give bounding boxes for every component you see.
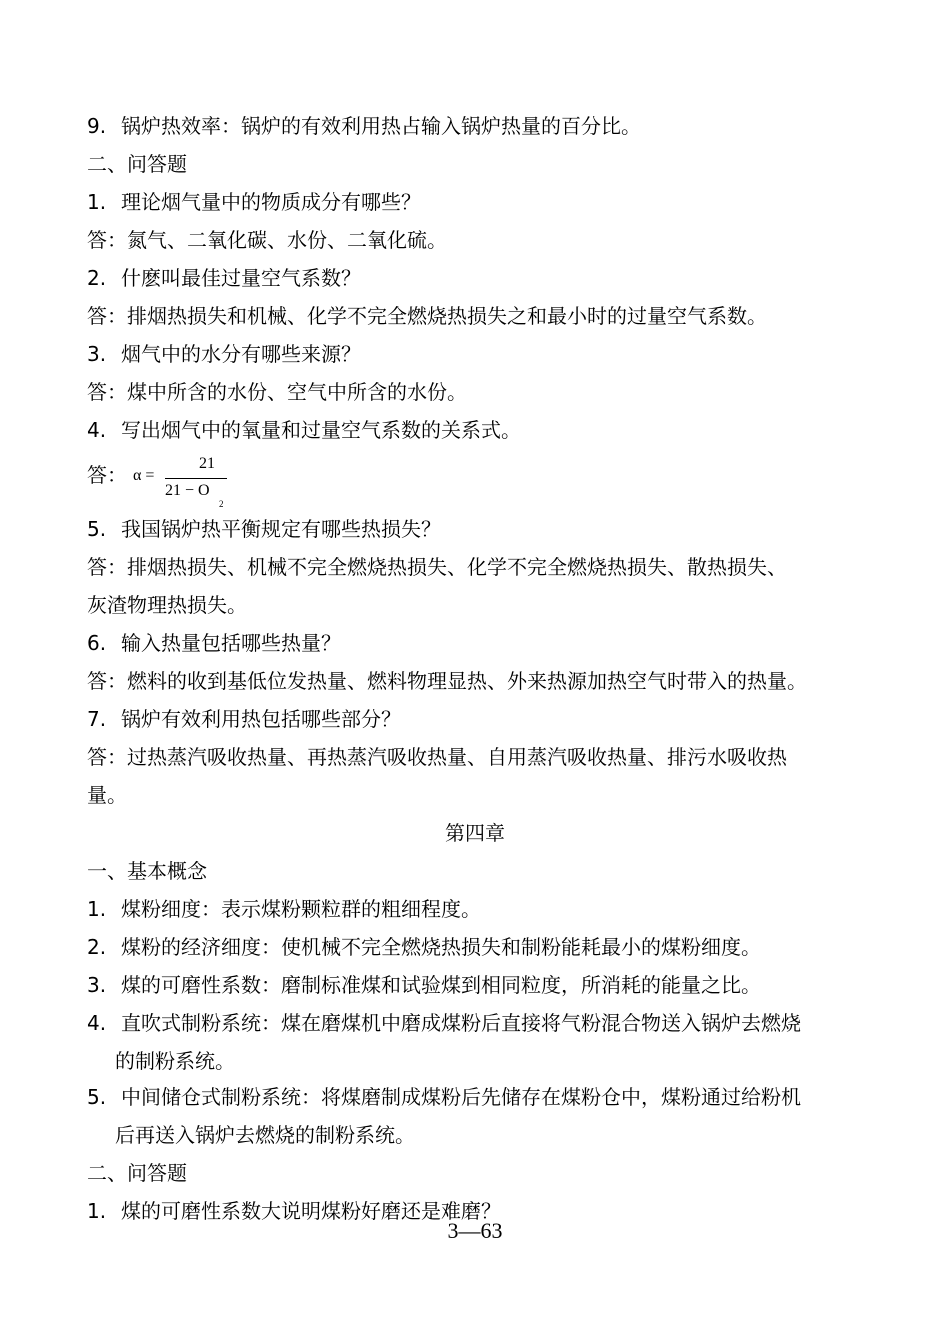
line-text: 理论烟气量中的物质成分有哪些？ [121,190,421,214]
line-text: 烟气中的水分有哪些来源？ [121,342,361,366]
text-line [87,591,247,619]
text-line [87,1009,801,1037]
line-text: 答：煤中所含的水份、空气中所含的水份。 [87,380,467,404]
line-text: 煤的可磨性系数大说明煤粉好磨还是难磨？ [121,1199,501,1223]
text-line [87,1197,501,1225]
text-line [87,226,447,254]
text-line [87,340,361,368]
text-line [87,302,767,330]
line-text: 煤粉的经济细度：使机械不完全燃烧热损失和制粉能耗最小的煤粉细度。 [121,935,761,959]
text-line [87,971,761,999]
text-line [87,933,761,961]
line-text: 二、问答题 [87,152,187,176]
item-number: 2. [87,266,107,290]
line-text: 什麽叫最佳过量空气系数？ [121,266,361,290]
item-number: 1. [87,190,107,214]
line-text: 二、问答题 [87,1161,187,1185]
item-number: 4. [87,418,107,442]
item-number: 4. [87,1011,107,1035]
line-text: 量。 [87,783,127,807]
line-text: 灰渣物理热损失。 [87,593,247,617]
item-number: 9. [87,114,107,138]
line-text: 锅炉热效率：锅炉的有效利用热占输入锅炉热量的百分比。 [121,114,641,138]
line-text: 中间储仓式制粉系统：将煤磨制成煤粉后先储存在煤粉仓中，煤粉通过给粉机 [121,1085,801,1109]
item-number: 1. [87,897,107,921]
line-text: 答：排烟热损失和机械、化学不完全燃烧热损失之和最小时的过量空气系数。 [87,304,767,328]
text-line [87,743,787,771]
text-line [115,1121,415,1149]
line-text: 一、基本概念 [87,859,207,883]
line-text: 我国锅炉热平衡规定有哪些热损失？ [121,517,441,541]
line-text: 煤粉细度：表示煤粉颗粒群的粗细程度。 [121,897,481,921]
line-text: 写出烟气中的氧量和过量空气系数的关系式。 [121,418,521,442]
formula-subscript: 2 [219,499,224,509]
text-line [87,416,521,444]
formula-denominator: 21 − O [165,482,210,499]
item-number: 6. [87,631,107,655]
item-number: 2. [87,935,107,959]
formula-numerator: 21 [199,455,215,472]
item-number: 7. [87,707,107,731]
line-text: 的制粉系统。 [115,1049,235,1073]
line-text: 答：排烟热损失、机械不完全燃烧热损失、化学不完全燃烧热损失、散热损失、 [87,555,787,579]
line-text: 答：过热蒸汽吸收热量、再热蒸汽吸收热量、自用蒸汽吸收热量、排污水吸收热 [87,745,787,769]
text-line [87,1083,801,1111]
item-number: 5. [87,517,107,541]
text-line [87,515,441,543]
text-line [87,1159,187,1187]
text-line [87,150,187,178]
item-number: 3. [87,342,107,366]
text-line [87,188,421,216]
text-line [87,629,341,657]
item-number: 5. [87,1085,107,1109]
page-number: 3—63 [447,1218,503,1243]
line-text: 输入热量包括哪些热量？ [121,631,341,655]
text-line [87,705,401,733]
formula-answer-prefix: 答： [87,463,127,487]
item-number: 3. [87,973,107,997]
text-line [87,553,787,581]
text-line [87,857,207,885]
text-line [87,264,361,292]
line-text: 答：氮气、二氧化碳、水份、二氧化硫。 [87,228,447,252]
formula-lhs: α = [133,467,155,484]
line-text: 直吹式制粉系统：煤在磨煤机中磨成煤粉后直接将气粉混合物送入锅炉去燃烧 [121,1011,801,1035]
chapter-heading: 第四章 [445,821,505,845]
line-text: 煤的可磨性系数：磨制标准煤和试验煤到相同粒度，所消耗的能量之比。 [121,973,761,997]
line-text: 后再送入锅炉去燃烧的制粉系统。 [115,1123,415,1147]
line-text: 锅炉有效利用热包括哪些部分？ [121,707,401,731]
text-line [87,895,481,923]
item-number: 1. [87,1199,107,1223]
line-text: 答：燃料的收到基低位发热量、燃料物理显热、外来热源加热空气时带入的热量。 [87,669,807,693]
text-line [87,781,127,809]
fraction-bar [165,478,227,479]
text-line [87,112,641,140]
text-line [87,378,467,406]
text-line [87,667,807,695]
text-line [115,1047,235,1075]
